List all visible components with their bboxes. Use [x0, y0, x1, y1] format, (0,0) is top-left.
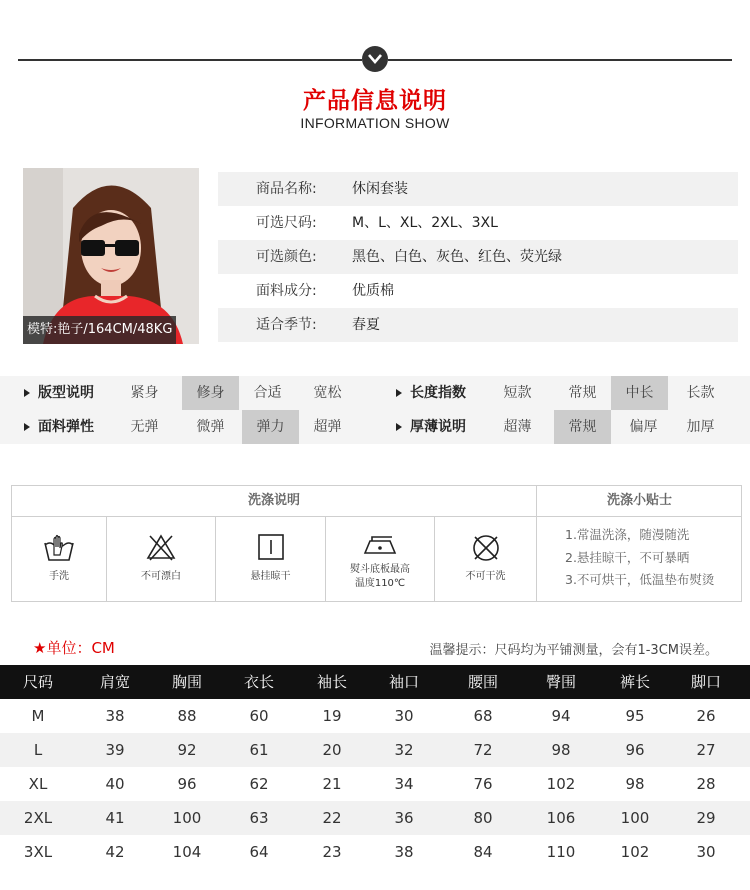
- info-value: 休闲套装: [352, 181, 408, 197]
- size-cell: 30: [394, 707, 414, 725]
- thickness-option: 超薄: [503, 419, 532, 435]
- triangle-icon: [396, 389, 402, 397]
- size-cell: 88: [177, 707, 197, 725]
- info-row-season: [218, 308, 738, 342]
- size-cell: 27: [696, 741, 716, 759]
- size-cell: 42: [105, 843, 125, 861]
- wash-item-label: 熨斗底板最高: [350, 564, 410, 575]
- model-photo: [23, 168, 199, 344]
- size-cell: 62: [249, 775, 269, 793]
- info-row-sizes: [218, 206, 738, 240]
- size-cell: 29: [696, 809, 716, 827]
- size-table: [0, 665, 750, 869]
- thickness-option-selected: 常规: [554, 410, 611, 444]
- attribute-row-2: [0, 410, 750, 444]
- size-cell: 72: [473, 741, 493, 759]
- size-cell: M: [31, 707, 45, 725]
- wash-item-label: 不可干洗: [465, 571, 506, 582]
- info-key: 可选尺码:: [256, 215, 317, 231]
- model-caption: 模特:艳子/164CM/48KG: [23, 316, 176, 344]
- length-label: 长度指数: [410, 385, 466, 401]
- size-row: [0, 801, 750, 835]
- size-row: [0, 835, 750, 869]
- thickness-label: 厚薄说明: [410, 419, 466, 435]
- wash-item-hand-wash: [12, 517, 106, 602]
- size-cell: 34: [394, 775, 414, 793]
- triangle-icon: [396, 423, 402, 431]
- size-header-cell: 袖口: [388, 673, 419, 691]
- tips-header: 洗涤小贴士: [606, 493, 672, 508]
- triangle-icon: [24, 389, 30, 397]
- size-cell: 98: [551, 741, 571, 759]
- size-cell: 64: [249, 843, 269, 861]
- size-cell: 40: [105, 775, 125, 793]
- size-cell: 102: [620, 843, 650, 861]
- size-cell: 94: [551, 707, 571, 725]
- fit-option: 紧身: [130, 385, 159, 401]
- size-cell: 39: [105, 741, 125, 759]
- measurement-note: 温馨提示：尺码均为平铺测量，会有1-3CM误差。: [429, 643, 718, 658]
- section-subtitle: INFORMATION SHOW: [300, 115, 450, 131]
- size-cell: 100: [172, 809, 202, 827]
- size-cell: 19: [322, 707, 342, 725]
- info-key: 适合季节:: [256, 317, 317, 333]
- size-cell: 23: [322, 843, 342, 861]
- section-title: 产品信息说明: [303, 88, 447, 114]
- size-cell: 110: [546, 843, 576, 861]
- size-header-cell: 胸围: [171, 673, 202, 691]
- stretch-option: 微弹: [196, 419, 225, 435]
- wash-header: 洗涤说明: [247, 493, 300, 508]
- size-header-cell: 袖长: [316, 673, 347, 691]
- thickness-option: 偏厚: [629, 419, 658, 435]
- unit-label: ★单位：CM: [33, 639, 115, 657]
- info-key: 面料成分:: [256, 283, 317, 299]
- wash-item-no-bleach: [107, 517, 215, 602]
- size-cell: 98: [625, 775, 645, 793]
- wash-item-label: 手洗: [49, 571, 69, 582]
- size-cell: 41: [105, 809, 125, 827]
- size-header-cell: 裤长: [619, 673, 650, 691]
- size-cell: 95: [625, 707, 645, 725]
- header-divider-left: [18, 59, 362, 61]
- stretch-option-selected: 弹力: [242, 410, 299, 444]
- fit-option: 合适: [253, 385, 282, 401]
- info-row-fabric: [218, 274, 738, 308]
- length-option: 短款: [503, 385, 532, 401]
- size-cell: 61: [249, 741, 269, 759]
- size-cell: 96: [625, 741, 645, 759]
- divider: [536, 516, 742, 517]
- size-cell: 32: [394, 741, 414, 759]
- attribute-row-1: [0, 376, 750, 410]
- no-dry-clean-icon: [471, 533, 501, 563]
- size-header-cell: 臀围: [545, 673, 576, 691]
- size-cell: 96: [177, 775, 197, 793]
- size-header-cell: 衣长: [243, 673, 274, 691]
- size-cell: 20: [322, 741, 342, 759]
- size-cell: 2XL: [23, 809, 53, 827]
- size-cell: 26: [696, 707, 716, 725]
- size-cell: 68: [473, 707, 493, 725]
- size-cell: 92: [177, 741, 197, 759]
- wash-item-no-dry-clean: [435, 517, 536, 602]
- chevron-down-icon: [362, 46, 388, 72]
- size-cell: 80: [473, 809, 493, 827]
- size-cell: 104: [172, 843, 202, 861]
- stretch-option: 超弹: [313, 419, 342, 435]
- size-cell: 106: [546, 809, 576, 827]
- divider: [536, 486, 537, 602]
- info-row-colors: [218, 240, 738, 274]
- length-option-selected: 中长: [611, 376, 668, 410]
- size-cell: L: [33, 741, 43, 759]
- fit-label: 版型说明: [38, 385, 94, 401]
- wash-care-table: [11, 485, 742, 602]
- size-cell: XL: [28, 775, 48, 793]
- size-cell: 60: [249, 707, 269, 725]
- size-header-cell: 腰围: [467, 673, 498, 691]
- size-cell: 30: [696, 843, 716, 861]
- size-cell: 63: [249, 809, 269, 827]
- header-divider-right: [388, 59, 732, 61]
- length-option: 长款: [686, 385, 715, 401]
- size-cell: 102: [546, 775, 576, 793]
- info-value: M、L、XL、2XL、3XL: [352, 215, 498, 231]
- stretch-option: 无弹: [130, 419, 159, 435]
- size-table-header: [0, 665, 750, 699]
- stretch-label: 面料弹性: [38, 419, 94, 435]
- fit-option: 宽松: [313, 385, 342, 401]
- size-cell: 36: [394, 809, 414, 827]
- size-cell: 38: [105, 707, 125, 725]
- size-row: [0, 767, 750, 801]
- size-cell: 28: [696, 775, 716, 793]
- wash-item-hang-dry: [216, 517, 325, 602]
- size-cell: 21: [322, 775, 342, 793]
- info-row-name: [218, 172, 738, 206]
- info-key: 可选颜色:: [256, 249, 317, 265]
- size-cell: 22: [322, 809, 342, 827]
- length-option: 常规: [568, 385, 597, 401]
- wash-item-label: 不可漂白: [141, 571, 181, 582]
- wash-item-iron: [326, 517, 434, 602]
- tip-line: 3.不可烘干，低温垫布熨烫: [565, 572, 715, 587]
- no-bleach-icon: [146, 533, 176, 561]
- size-cell: 100: [620, 809, 650, 827]
- size-row: [0, 733, 750, 767]
- size-header-cell: 尺码: [22, 673, 53, 691]
- size-header-cell: 肩宽: [99, 673, 130, 691]
- tip-line: 2.悬挂晾干，不可暴晒: [565, 549, 690, 565]
- triangle-icon: [24, 423, 30, 431]
- info-value: 黑色、白色、灰色、红色、荧光绿: [352, 249, 562, 265]
- wash-item-label-2: 温度110℃: [354, 578, 406, 589]
- info-key: 商品名称:: [256, 181, 317, 197]
- fit-option-selected: 修身: [182, 376, 239, 410]
- iron-icon: [362, 533, 398, 557]
- info-value: 春夏: [352, 317, 380, 333]
- size-row: [0, 699, 750, 733]
- size-cell: 3XL: [23, 843, 53, 861]
- size-cell: 76: [473, 775, 493, 793]
- hand-wash-icon: [42, 533, 76, 563]
- info-value: 优质棉: [352, 283, 394, 299]
- hang-dry-icon: [256, 533, 286, 561]
- wash-item-label: 悬挂晾干: [250, 571, 291, 582]
- size-header-cell: 脚口: [690, 673, 721, 691]
- wash-tips: [565, 524, 714, 592]
- size-cell: 84: [473, 843, 493, 861]
- tip-line: 1.常温洗涤，随漫随洗: [565, 527, 690, 542]
- size-cell: 38: [394, 843, 414, 861]
- thickness-option: 加厚: [686, 419, 715, 435]
